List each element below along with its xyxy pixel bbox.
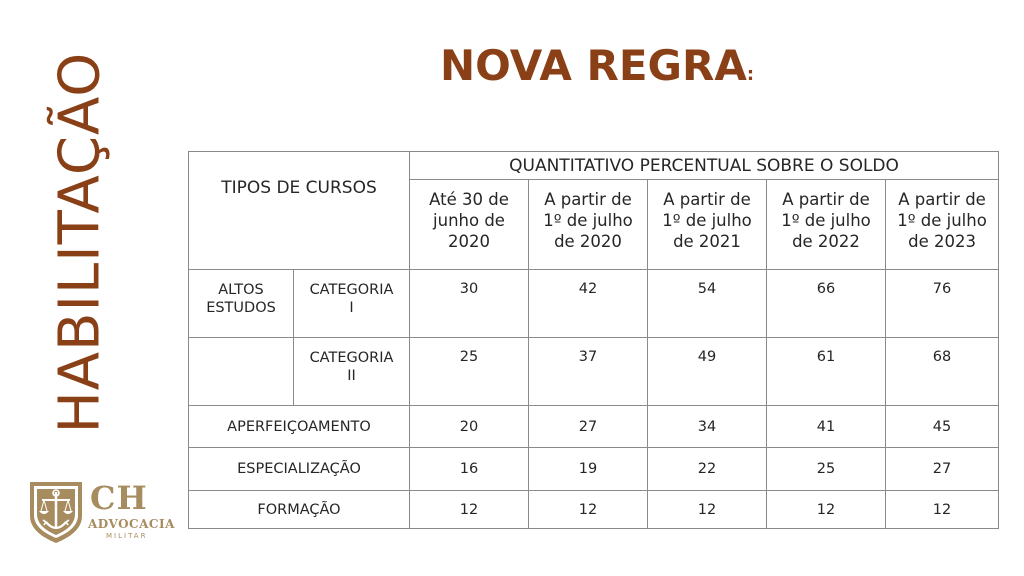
table-row [189,406,999,448]
period-line: A partir de [782,190,870,209]
value-cell: 19 [529,448,648,491]
period-line: de 2023 [908,232,976,251]
period-line: junho de [433,211,505,230]
row-label: ESPECIALIZAÇÃO [189,448,410,491]
page-title-text: NOVA REGRA [440,41,747,90]
value-cell: 66 [767,270,886,338]
value-cell: 68 [886,338,999,406]
period-line: 2020 [448,232,490,251]
value-cell: 30 [410,270,529,338]
logo-name: ADVOCACIA [88,517,175,531]
row-label: FORMAÇÃO [189,491,410,529]
logo-tagline: MILITAR [106,532,148,540]
value-cell: 20 [410,406,529,448]
logo-initials: CH [90,479,148,517]
period-line: 1º de julho [543,211,633,230]
period-header-1 [410,180,529,270]
period-line: A partir de [544,190,632,209]
value-cell: 27 [529,406,648,448]
value-cell: 25 [767,448,886,491]
row-label [294,338,410,406]
table-row [189,491,999,529]
period-header-4 [767,180,886,270]
period-line: 1º de julho [781,211,871,230]
value-cell: 12 [648,491,767,529]
value-cell: 61 [767,338,886,406]
label-line: CATEGORIA [309,350,394,366]
altos-estudos-label [189,270,294,338]
value-cell: 22 [648,448,767,491]
value-cell: 42 [529,270,648,338]
period-header-3 [648,180,767,270]
period-line: de 2022 [792,232,860,251]
value-cell: 41 [767,406,886,448]
page-title-colon: : [746,64,755,85]
period-line: de 2021 [673,232,741,251]
label-line: II [347,368,356,384]
value-cell: 25 [410,338,529,406]
value-cell: 12 [410,491,529,529]
page-title [440,40,754,101]
group-header: QUANTITATIVO PERCENTUAL SOBRE O SOLDO [410,152,999,180]
label-line: ESTUDOS [206,300,276,316]
side-title-text: HABILITAÇÃO [47,51,113,434]
label-line: CATEGORIA [309,282,394,298]
table-row [189,270,999,338]
value-cell: 12 [529,491,648,529]
label-line: ALTOS [218,282,264,298]
corner-header: TIPOS DE CURSOS [189,152,410,270]
value-cell: 34 [648,406,767,448]
value-cell: 16 [410,448,529,491]
soldo-table [188,151,999,529]
value-cell: 45 [886,406,999,448]
period-header-2 [529,180,648,270]
period-line: Até 30 de [429,190,509,209]
value-cell: 37 [529,338,648,406]
label-line: I [349,300,354,316]
value-cell: 76 [886,270,999,338]
period-line: A partir de [898,190,986,209]
period-line: 1º de julho [662,211,752,230]
value-cell: 12 [886,491,999,529]
value-cell: 49 [648,338,767,406]
logo [28,479,175,550]
period-line: 1º de julho [897,211,987,230]
period-line: de 2020 [554,232,622,251]
side-title [18,51,142,434]
table-row [189,448,999,491]
row-label: APERFEIÇOAMENTO [189,406,410,448]
anchor-scales-shield-icon [28,480,84,544]
row-label [294,270,410,338]
value-cell: 54 [648,270,767,338]
value-cell: 12 [767,491,886,529]
period-header-5 [886,180,999,270]
value-cell: 27 [886,448,999,491]
table-row [189,338,999,406]
period-line: A partir de [663,190,751,209]
empty-cell [189,338,294,406]
